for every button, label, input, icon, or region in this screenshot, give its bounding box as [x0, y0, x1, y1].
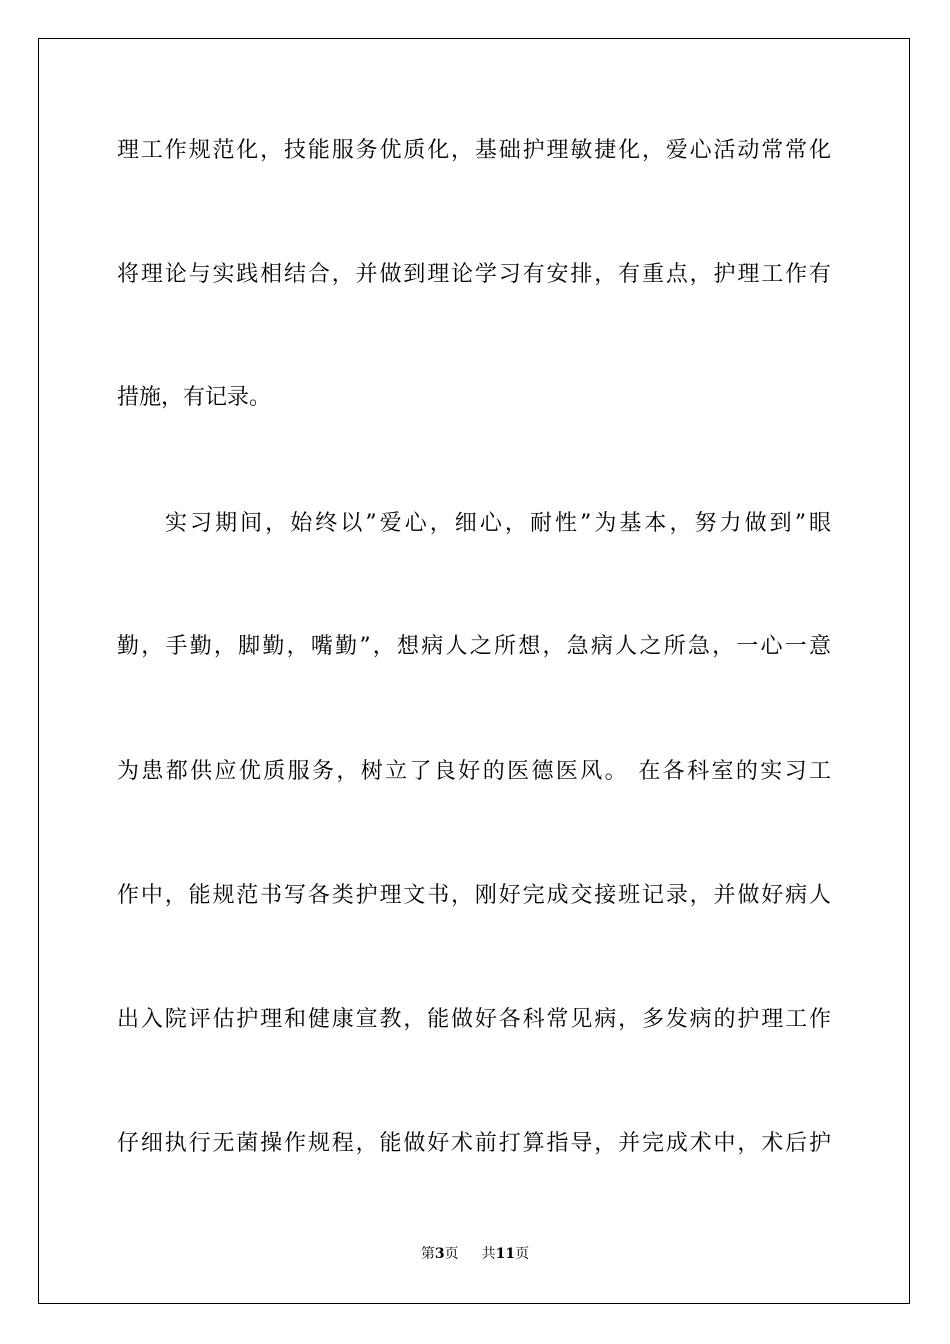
- text-line-9: 仔细执行无菌操作规程，能做好术前打算指导，并完成术中，术后护: [117, 1131, 831, 1156]
- page-suffix: 页: [444, 1246, 459, 1262]
- text-line-3: 措施，有记录。: [117, 385, 272, 410]
- page-label: [421, 1246, 463, 1262]
- text-line-4: 实习期间，始终以”爱心，细心，耐性”为基本，努力做到”眼: [165, 511, 831, 536]
- text-line-6: 为患都供应优质服务，树立了良好的医德医风。 在各科室的实习工: [117, 759, 831, 784]
- page-number: 3: [434, 1246, 445, 1262]
- text-line-1: 理工作规范化，技能服务优质化，基础护理敏捷化，爱心活动常常化: [117, 138, 831, 163]
- page-footer: [0, 1244, 950, 1264]
- total-pages-label: [482, 1246, 529, 1262]
- page-prefix: 第: [420, 1246, 435, 1262]
- text-line-7: 作中，能规范书写各类护理文书，刚好完成交接班记录，并做好病人: [117, 883, 831, 908]
- total-number: 11: [495, 1246, 516, 1262]
- text-line-8: 出入院评估护理和健康宣教，能做好各科常见病，多发病的护理工作: [117, 1007, 831, 1032]
- page-border: [38, 38, 910, 1304]
- total-suffix: 页: [515, 1246, 530, 1262]
- text-line-5: 勤，手勤，脚勤，嘴勤”，想病人之所想，急病人之所急，一心一意: [117, 634, 831, 659]
- text-line-2: 将理论与实践相结合，并做到理论学习有安排，有重点，护理工作有: [117, 262, 831, 287]
- total-prefix: 共: [481, 1246, 496, 1262]
